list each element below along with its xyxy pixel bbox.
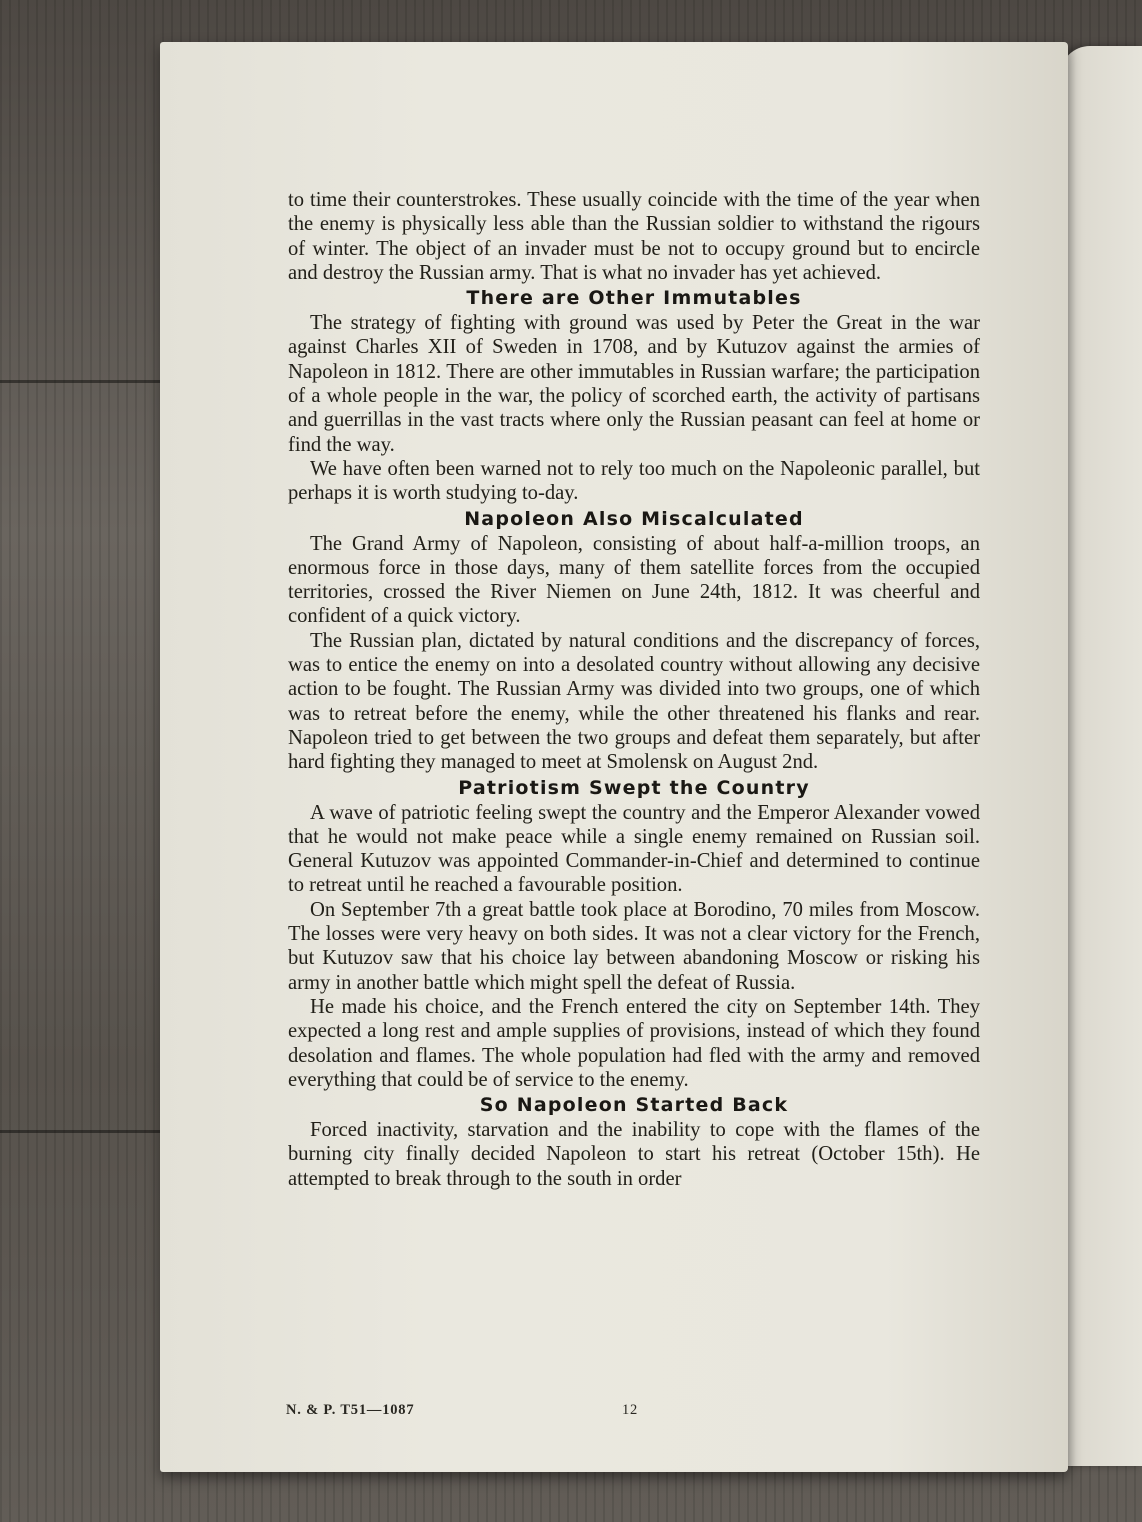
section-heading: Patriotism Swept the Country bbox=[458, 776, 810, 799]
paragraph: The strategy of fighting with ground was used by Peter the Great in the war against Charles XII of Sweden in 1708, and by Kutuzov against the armies of Napoleon in 1812. There are other immutables in Russian warfare; the participation of a whole people in the war, the policy of scorched earth, the activity of partisans and guerrillas in the vast tracts where only the Russian peasant can feel at home or find the way. bbox=[288, 312, 980, 456]
section-heading: Napoleon Also Miscalculated bbox=[464, 507, 804, 530]
paragraph: A wave of patriotic feeling swept the country and the Emperor Alexander vowed that he would not make peace while a single enemy remained on Russian soil. General Kutuzov was appointed Commander-in-Chief and determined to continue to retreat until he reached a favourable position. bbox=[288, 801, 980, 897]
paragraph: Forced inactivity, starvation and the inability to cope with the flames of the burning city finally decided Napoleon to start his retreat (October 15th). He attempted to break through to the south in order bbox=[288, 1119, 980, 1190]
paragraph: The Grand Army of Napoleon, consisting of about half-a-million troops, an enormous force in those days, many of them satellite forces from the occupied territories, crossed the River Niemen on June 24th, 1812. It was cheerful and confident of a quick victory. bbox=[288, 532, 980, 628]
paragraph: The Russian plan, dictated by natural conditions and the discrepancy of forces, was to entice the enemy on into a desolated country without allowing any decisive action to be fought. The Russian Army was divided into two groups, one of which was to retreat before the enemy, while the other threatened his flanks and rear. Napoleon tried to get between the two groups and defeat them separately, but after hard fighting they managed to meet at Smolensk on August 2nd. bbox=[288, 629, 980, 774]
paragraph: We have often been warned not to rely too much on the Napoleonic parallel, but perhaps it is worth studying to-day. bbox=[288, 457, 980, 505]
paragraph: On September 7th a great battle took place at Borodino, 70 miles from Moscow. The losses were very heavy on both sides. It was not a clear victory for the French, but Kutuzov saw that his choice lay between abandoning Moscow or risking his army in another battle which might spell the defeat of Russia. bbox=[288, 898, 980, 994]
section-heading: There are Other Immutables bbox=[466, 287, 802, 310]
booklet-page bbox=[160, 42, 1068, 1472]
printer-reference: N. & P. T51—1087 bbox=[286, 1402, 415, 1418]
facing-page-edge bbox=[1060, 46, 1142, 1466]
paragraph: to time their counterstrokes. These usually coincide with the time of the year when the enemy is physically less able than the Russian soldier to withstand the rigours of winter. The object of an invader must be not to occupy ground but to encircle and destroy the Russian army. That is what no invader has yet achieved. bbox=[288, 189, 980, 284]
paragraph: He made his choice, and the French entered the city on September 14th. They expected a long rest and ample supplies of provisions, instead of which they found desolation and flames. The whole population had fled with the army and removed everything that could be of service to the enemy. bbox=[288, 995, 980, 1091]
article-body bbox=[288, 188, 980, 1191]
page-number: 12 bbox=[622, 1402, 639, 1418]
section-heading: So Napoleon Started Back bbox=[479, 1094, 789, 1117]
